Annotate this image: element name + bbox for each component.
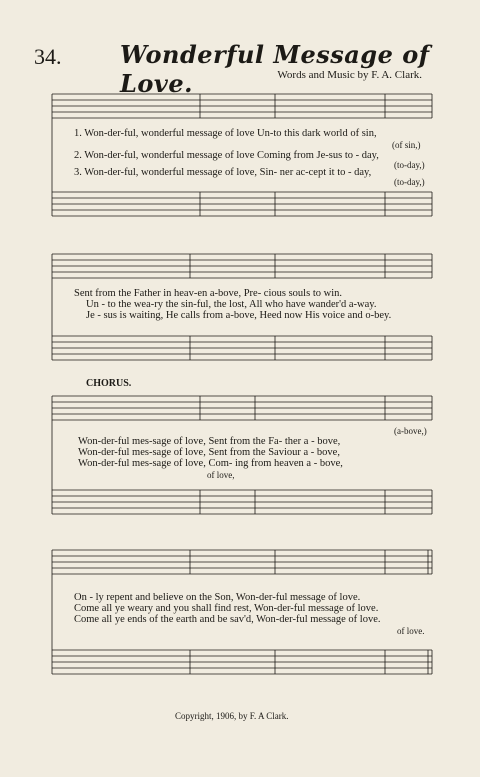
verse-1-line-2: Sent from the Father in heav-en a-bove, Pre- cious souls to win. [74,288,342,299]
bass-staff-4 [52,650,432,674]
chorus-label: CHORUS. [86,378,132,389]
bass-staff-1 [52,192,432,216]
hymn-number: 34. [34,44,62,69]
hymn-title: Wonderful Message of Love. [120,40,430,98]
verse-3-line-2: Je - sus is waiting, He calls from a-bove, Heed now His voice and o-bey. [86,310,392,321]
chorus-line-3: Won-der-ful mes-sage of love, Com- ing from heaven a - bove, [78,458,343,469]
verse-2-line-1: 2. Won-der-ful, wonderful message of love Coming from Je-sus to - day, [74,150,379,161]
verse-2-line-2: Un - to the wea-ry the sin-ful, the lost, All who have wander'd a-way. [86,299,377,310]
echo-3: (to-day,) [394,177,425,187]
treble-staff-4 [52,550,432,574]
final-line-2: Come all ye weary and you shall find rest, Won-der-ful message of love. [74,603,379,614]
verse-3-line-1: 3. Won-der-ful, wonderful message of love, Sin- ner ac-cept it to - day, [74,167,372,178]
final-line-1: On - ly repent and believe on the Son, Won-der-ful message of love. [74,592,361,603]
final-echo: of love. [397,626,425,636]
verse-1-line-1: 1. Won-der-ful, wonderful message of love Un-to this dark world of sin, [74,128,377,139]
echo-1: (of sin,) [392,140,421,150]
chorus-bass-echo: of love, [207,470,235,480]
chorus-echo: (a-bove,) [394,426,427,436]
bass-staff-3 [52,490,432,514]
echo-2: (to-day,) [394,160,425,170]
chorus-line-2: Won-der-ful mes-sage of love, Sent from the Saviour a - bove, [78,447,340,458]
treble-staff-2 [52,254,432,278]
chorus-line-1: Won-der-ful mes-sage of love, Sent from the Fa- ther a - bove, [78,436,341,447]
treble-staff-1 [52,94,432,118]
copyright: Copyright, 1906, by F. A Clark. [175,711,289,721]
final-line-3: Come all ye ends of the earth and be sav'd, Won-der-ful message of love. [74,614,381,625]
bass-staff-2 [52,336,432,360]
hymn-credit: Words and Music by F. A. Clark. [277,69,422,81]
treble-staff-3 [52,396,432,420]
